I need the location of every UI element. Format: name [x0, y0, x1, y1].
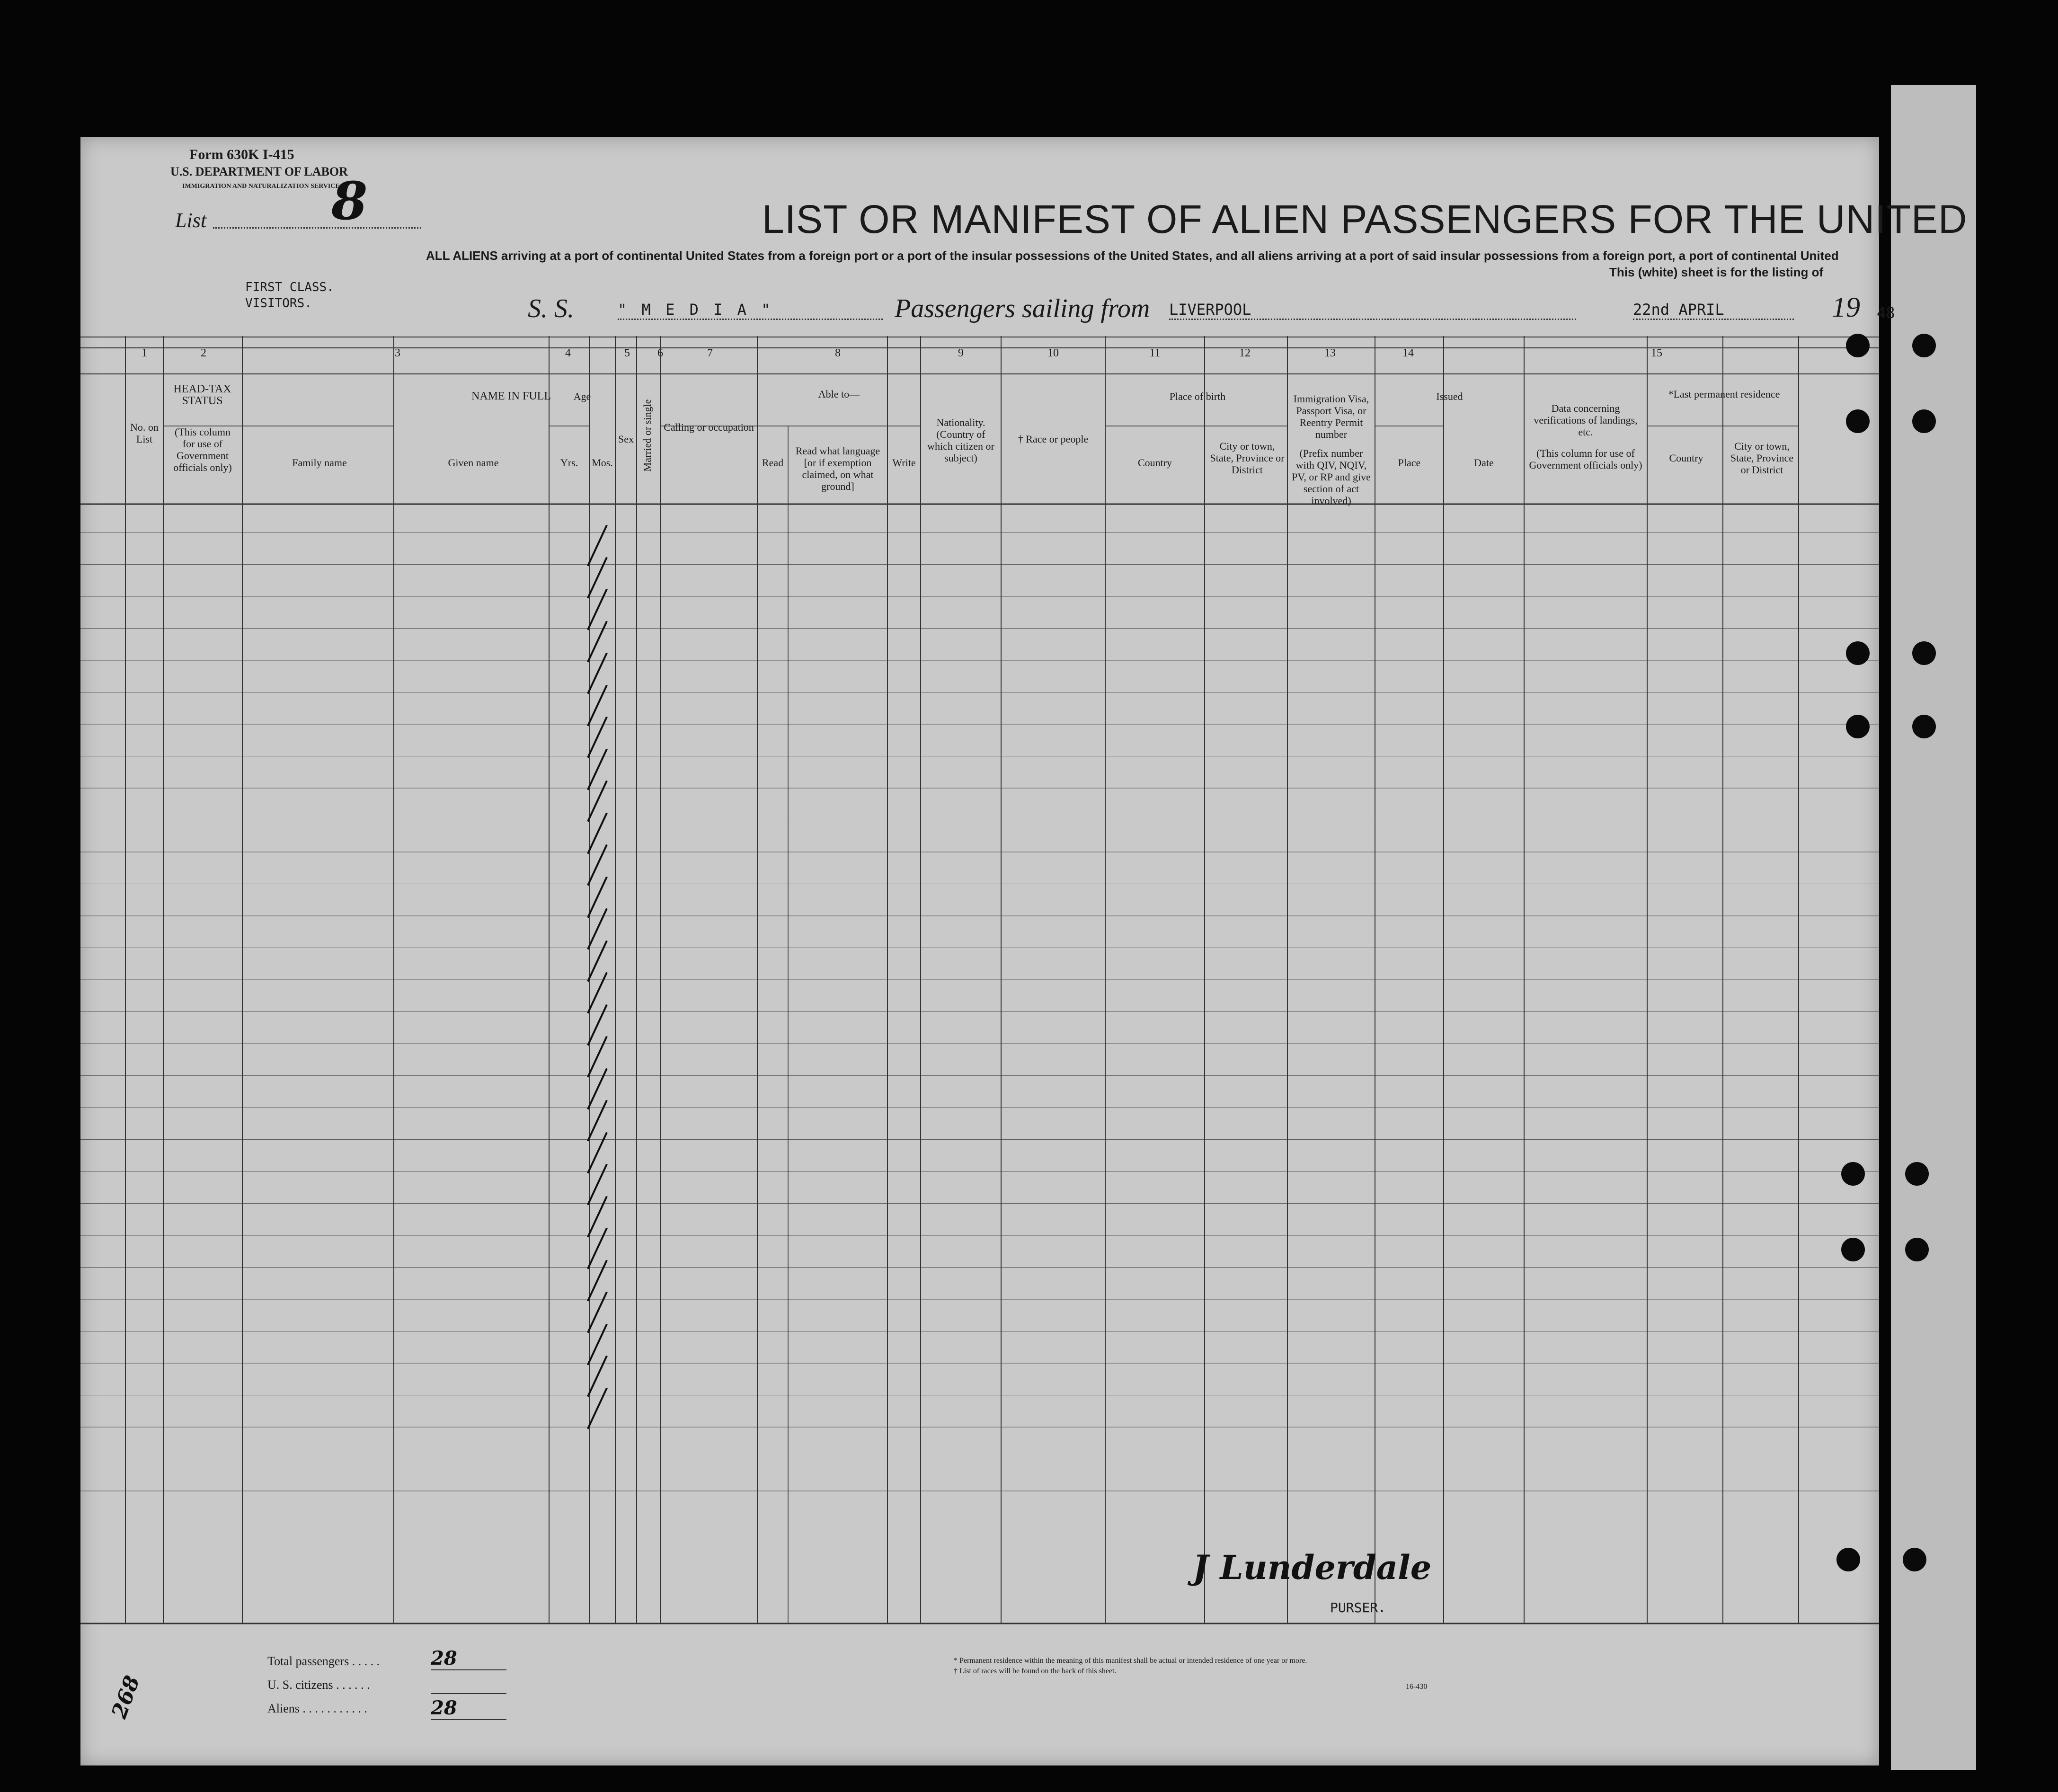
aliens-label: Aliens . . . . . . . . . . . [267, 1702, 367, 1715]
column-number: 7 [707, 347, 713, 359]
punch-hole [1905, 1238, 1929, 1261]
column-number: 3 [395, 347, 400, 359]
header-head-tax: HEAD-TAX STATUS [173, 383, 231, 407]
column-number: 10 [1047, 347, 1059, 359]
list-number: 8 [331, 170, 368, 231]
header-name-in-full: NAME IN FULL [471, 390, 551, 402]
punch-hole [1912, 409, 1936, 433]
header-head-tax-note: (This column for use of Government officials only) [173, 426, 232, 473]
header-visa: Immigration Visa, Passport Visa, or Reentry Permit number [1293, 393, 1369, 440]
punch-hole [1912, 334, 1936, 357]
us-citizens-line [431, 1692, 506, 1694]
purser-label: PURSER. [1330, 1600, 1386, 1615]
header-issued-date: Date [1474, 457, 1494, 469]
column-number: 12 [1239, 347, 1251, 359]
header-place-of-birth: Place of birth [1169, 390, 1226, 402]
header-visa-note: (Prefix number with QIV, NQIV, PV, or RP and give section of act involved) [1292, 447, 1371, 506]
year-prefix: 19 [1832, 292, 1860, 323]
purser-signature: J Lunderdale [1193, 1548, 1432, 1587]
header-res-country: Country [1669, 452, 1703, 464]
list-label: List [175, 209, 207, 232]
aliens-value: 28 [431, 1697, 506, 1720]
column-number: 8 [835, 347, 841, 359]
punch-hole [1912, 641, 1936, 665]
punch-hole [1905, 1162, 1929, 1186]
punch-hole [1841, 1238, 1865, 1261]
class-line-1: FIRST CLASS. [245, 280, 334, 294]
header-landing-note: (This column for use of Government officials only) [1529, 447, 1642, 471]
header-able-to: Able to— [818, 388, 860, 400]
column-number: 14 [1402, 347, 1414, 359]
page-subtitle-2: This (white) sheet is for the listing of [1609, 265, 1824, 279]
header-race: † Race or people [1018, 433, 1089, 445]
punch-hole [1846, 409, 1870, 433]
total-passengers-label: Total passengers . . . . . [267, 1654, 380, 1668]
class-line-2: VISITORS. [245, 296, 312, 310]
sailing-label: Passengers sailing from [895, 294, 1150, 323]
sailing-port: LIVERPOOL [1169, 301, 1576, 320]
column-number: 11 [1149, 347, 1161, 359]
form-code: 16-430 [1406, 1683, 1428, 1691]
column-number: 4 [565, 347, 571, 359]
header-sex: Sex [618, 433, 634, 445]
header-res-city: City or town, State, Province or District [1730, 440, 1794, 476]
us-citizens-label: U. S. citizens . . . . . . [267, 1678, 370, 1692]
punch-hole [1846, 334, 1870, 357]
punch-hole [1841, 1162, 1865, 1186]
column-number: 1 [142, 347, 147, 359]
service-label: IMMIGRATION AND NATURALIZATION SERVICE [182, 183, 340, 190]
punch-hole [1836, 1548, 1860, 1571]
manifest-sheet [80, 137, 1968, 1765]
punch-hole [1846, 641, 1870, 665]
header-issued: Issued [1436, 390, 1463, 402]
header-read: Read [762, 457, 784, 469]
column-number: 13 [1324, 347, 1336, 359]
footnote-races: † List of races will be found on the back of this sheet. [954, 1667, 1117, 1675]
header-birth-country: Country [1137, 457, 1172, 469]
header-no-on-list: No. on List [130, 421, 159, 445]
year-suffix: 48 [1877, 304, 1895, 322]
page-title: LIST OR MANIFEST OF ALIEN PASSENGERS FOR THE UNITED [762, 197, 1968, 241]
table-grid [80, 137, 1879, 1765]
punch-hole [1903, 1548, 1926, 1571]
header-nationality: Nationality. (Country of which citizen or subject) [927, 417, 994, 464]
header-age: Age [573, 390, 591, 402]
header-given-name: Given name [448, 457, 499, 469]
footnote-residence: * Permanent residence within the meaning of this manifest shall be actual or intended residence of one year or more. [954, 1657, 1307, 1665]
header-birth-city: City or town, State, Province or District [1210, 440, 1285, 476]
punch-hole [1846, 715, 1870, 738]
column-number: 2 [201, 347, 206, 359]
total-passengers-value: 28 [431, 1647, 506, 1670]
header-issued-place: Place [1398, 457, 1421, 469]
ship-name: " M E D I A " [618, 301, 883, 320]
header-married-single: Married or single [641, 399, 653, 472]
ss-label: S. S. [528, 294, 574, 323]
header-landing-data: Data concerning verifications of landings, etc. [1534, 402, 1638, 438]
header-calling: Calling or occupation [664, 421, 754, 433]
column-number: 5 [624, 347, 630, 359]
department-label: U.S. DEPARTMENT OF LABOR [170, 165, 348, 178]
punch-hole [1912, 715, 1936, 738]
column-number: 15 [1651, 347, 1662, 359]
header-write: Write [892, 457, 916, 469]
sailing-date: 22nd APRIL [1633, 301, 1794, 320]
page-subtitle: ALL ALIENS arriving at a port of continental United States from a foreign port or a port of the insular possessions of the United States, and all aliens arriving at a port of said insular possessions from a foreign port, a port of continental United [426, 248, 1839, 263]
header-last-residence: *Last permanent residence [1668, 388, 1780, 400]
column-number: 6 [657, 347, 663, 359]
margin-number: 268 [107, 1672, 145, 1722]
header-family-name: Family name [292, 457, 347, 469]
form-id: Form 630K I-415 [189, 147, 294, 162]
header-read-what: Read what language [or if exemption claimed, on what ground] [795, 445, 880, 492]
column-number: 9 [958, 347, 964, 359]
header-yrs: Yrs. [560, 457, 578, 469]
header-mos: Mos. [592, 457, 613, 469]
